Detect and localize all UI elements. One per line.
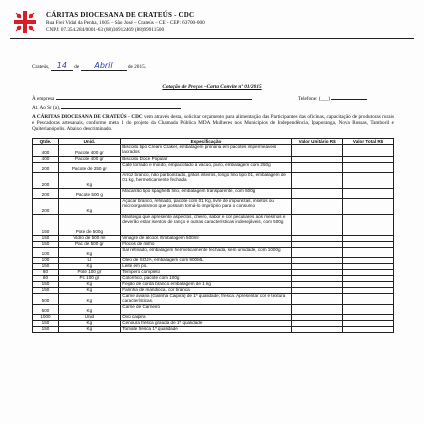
cell-total-value (343, 215, 394, 236)
cell-spec: Ovo caipira (120, 314, 291, 320)
col-header-qtde: Qtde. (33, 139, 59, 145)
cell-unid: Pacote 400 gr (58, 157, 120, 163)
cell-spec: Açúcar branco, refinado, pacote com 01 Kg, livre de impurezas, insetos ou microorganismos que possam torná-lo impróprio para o consumo (120, 199, 291, 215)
cell-qtde: 200 (33, 173, 59, 189)
cell-spec: Óleo de SOJA, embalagem com 900ML (120, 258, 291, 264)
intro-org: A CÁRITAS DIOCESANA DE CRATEÚS - CDC (32, 114, 143, 120)
cell-unid: Kg (58, 199, 120, 215)
date-month: Abril (94, 61, 113, 70)
cell-total-value (343, 189, 394, 199)
cell-qtde: 150 (33, 320, 59, 326)
cell-total-value (343, 199, 394, 215)
table-row (33, 294, 394, 305)
cell-unid: Kg (58, 326, 120, 332)
cell-qtde: 150 (33, 215, 59, 236)
intro-text: vem através desta, solicitar orçamento para alimentação das Participantes das oficinas, capacitação de produtoras rurais e Pescadoras artesanais, conforme meta 1 do projeto da Chamada Pública MDA Mulheres nos Municípios de Independência, Ipaporanga, Nova Russas, Tamboril e Quiterianópolis. Abaixo descriminado. (32, 114, 394, 133)
cell-spec: Sal refinado, embalagem hermeticamente fechada, sem umidade, com 1000g (120, 248, 291, 258)
cell-unid: Kg (58, 248, 120, 258)
cell-unid: Pc 100 gr (58, 276, 120, 282)
table-row (33, 173, 394, 189)
org-address: Rua Frei Vidal da Penha, 1605 – São José – Crateús – CE - CEP: 63700-000 (46, 20, 205, 26)
cell-qtde: 400 (33, 145, 59, 157)
col-header-spec: Especificação (120, 139, 291, 145)
cell-spec: Biscoito Doce Popular (120, 157, 291, 163)
cell-qtde: 150 (33, 264, 59, 270)
table-row (33, 189, 394, 199)
cell-qtde: 150 (33, 236, 59, 242)
cell-spec: Tempero completo (120, 270, 291, 276)
cell-unit-value (292, 189, 343, 199)
table-row (33, 304, 394, 314)
document-title: Cotação de Preços –Carta Convite nº 01/2015 (162, 84, 262, 90)
date-line (32, 61, 146, 71)
date-year: de 2015. (127, 64, 147, 70)
header-divider (10, 38, 414, 39)
atencao-label: At. Ao Sr (a), (32, 105, 61, 111)
cell-qtde: 80 (33, 276, 59, 282)
cell-unit-value (292, 163, 343, 173)
cell-spec: Flocos de milho (120, 242, 291, 248)
cell-unid: Pacote de 250 gr (58, 163, 120, 173)
table-row (33, 215, 394, 236)
empresa-label: À empresa (32, 96, 55, 102)
cell-unid: Kg (58, 282, 120, 288)
cell-qtde: 400 (33, 157, 59, 163)
table-row (33, 145, 394, 157)
cell-qtde: 1000 (33, 314, 59, 320)
cell-unit-value (292, 248, 343, 258)
telefone-label: Telefone: (___) (298, 96, 331, 102)
cell-spec: Tomate fresca 1ª qualidade (120, 326, 291, 332)
cell-unid: Kg (58, 320, 120, 326)
cell-qtde: 100 (33, 258, 59, 264)
cell-unid: Kg (58, 288, 120, 294)
org-contact: CNPJ: 07.354.284/0001-63 (88)36912469 (88)99911500 (46, 27, 165, 33)
cell-unid: Unid (58, 314, 120, 320)
cell-spec: Vinagre de álcool. Embalagem 500ml (120, 236, 291, 242)
cell-qtde: 150 (33, 282, 59, 288)
cell-total-value (343, 145, 394, 157)
cell-spec: Colorífico, pacote com 100g (120, 276, 291, 282)
cell-unid: Kg (58, 173, 120, 189)
cell-total-value (343, 248, 394, 258)
cell-unid: Kg (58, 264, 120, 270)
date-day: 14 (56, 61, 67, 70)
cell-qtde: 150 (33, 242, 59, 248)
cell-unid: Pote de 500g (58, 215, 120, 236)
cell-qtde: 500 (33, 294, 59, 305)
cell-spec: Macarrão tipo spaghetti fino, embalagem transparente, com 500g (120, 189, 291, 199)
cell-unit-value (292, 199, 343, 215)
cell-unit-value (292, 145, 343, 157)
cell-total-value (343, 326, 394, 332)
cell-unid: Pacote 500 g (58, 189, 120, 199)
cell-qtde: 500 (33, 304, 59, 314)
col-header-unit-value: Valor Unitário R$ (292, 139, 343, 145)
table-row (33, 326, 394, 332)
cell-unid: Pac de 500 gr (58, 242, 120, 248)
date-city: Crateús, (32, 64, 50, 70)
cell-unit-value (292, 215, 343, 236)
cell-spec: Manteiga que apresente aspectos, cheiro, sabor e cor peculiares aos mesmos e deverão estar isentos de ranço e outras características indesejáveis, com 500g (120, 215, 291, 236)
intro-paragraph (32, 114, 394, 132)
cell-qtde: 80 (33, 270, 59, 276)
cell-spec: Carne de Carneiro (120, 304, 291, 314)
org-name: CÁRITAS DIOCESANA DE CRATEÚS - CDC (46, 11, 195, 19)
table-row (33, 199, 394, 215)
cell-unid: Kg (58, 304, 120, 314)
table-row (33, 248, 394, 258)
cell-qtde: 150 (33, 326, 59, 332)
cell-spec: Café torrado e moído, empacotado à vácuo, puro, embalagem com 250g (120, 163, 291, 173)
caritas-logo (13, 10, 37, 34)
col-header-unid: Unid. (58, 139, 120, 145)
cell-qtde: 200 (33, 163, 59, 173)
cell-unid: Pote 100 gr (58, 270, 120, 276)
cell-total-value (343, 304, 394, 314)
cell-unid: Vidro de 500 ml (58, 236, 120, 242)
cell-unit-value (292, 304, 343, 314)
cell-unit-value (292, 173, 343, 189)
cell-spec: Arroz branco, não parboirizado, grãos inteiros, longo fino tipo 01, embalagem de 01 kg, hermeticamente fechada (120, 173, 291, 189)
empresa-line (32, 96, 252, 102)
cell-total-value (343, 294, 394, 305)
col-header-total-value: Valor Total R$ (343, 139, 394, 145)
cell-unit-value (292, 294, 343, 305)
cell-spec: Carne aviária (Galinha Caipira) de 1ª qualidade, fresca. Apresentar cor e textura características. (120, 294, 291, 305)
cell-spec: Farinha de mandioca, cor branca (120, 288, 291, 294)
cell-unid: Lt (58, 258, 120, 264)
table-row (33, 163, 394, 173)
cell-spec: Feijão de corda branco embalagem de 1 kg (120, 282, 291, 288)
cell-unid: Pacote 400 gr (58, 145, 120, 157)
cell-spec: Cenoura fresca graúda de 1ª qualidade (120, 320, 291, 326)
cell-unit-value (292, 326, 343, 332)
cell-spec: Biscoito tipo Cream Craker, embalagem primária em pacotes impermeáveis lacrados (120, 145, 291, 157)
atencao-line (32, 105, 181, 111)
cell-qtde: 100 (33, 248, 59, 258)
cell-unid: Kg (58, 294, 120, 305)
quotation-table (32, 138, 394, 333)
cell-total-value (343, 163, 394, 173)
date-de: de (74, 64, 80, 70)
telefone-line (298, 96, 367, 102)
cell-qtde: 150 (33, 288, 59, 294)
cell-total-value (343, 173, 394, 189)
cell-spec: Leite em pó. (120, 264, 291, 270)
cell-qtde: 200 (33, 199, 59, 215)
cell-qtde: 200 (33, 189, 59, 199)
